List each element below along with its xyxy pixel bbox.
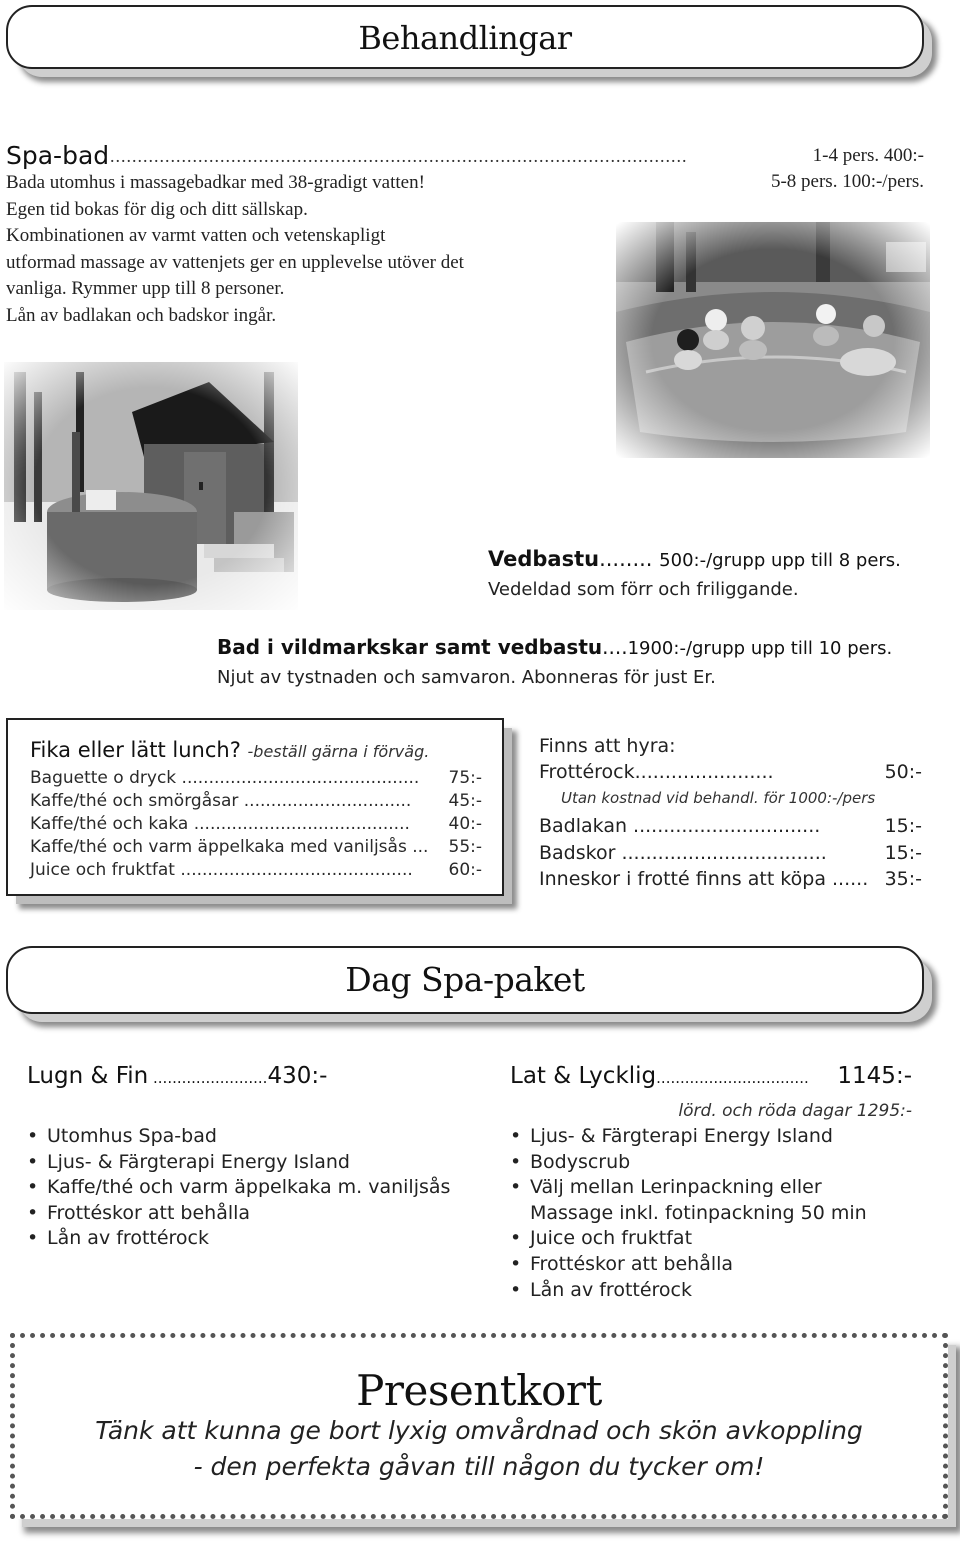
spa-bad-line: vanliga. Rymmer upp till 8 personer. [6,278,285,300]
fika-item-price: 45:- [446,791,483,811]
vildmark-price: 1900:-/grupp upp till 10 pers. [627,638,893,659]
spa-bad-line: Kombinationen av varmt vatten och vetenskapligt [6,225,386,247]
list-item-continuation [510,1201,867,1227]
hyra-inneskor-price: 35:- [882,868,922,890]
list-item: • Utomhus Spa-bad [27,1124,450,1150]
fika-item-price: 75:- [446,768,483,788]
spa-bad-title: Spa-bad [6,141,110,170]
fika-dots: ........................................... [174,860,413,880]
vedbastu-dots: ........ [599,547,653,571]
vedbastu-title: Vedbastu [488,547,600,571]
hyra-dots: ....................... [634,761,774,783]
spa-bad-description [6,170,464,330]
list-item: • Frottéskor att behålla [510,1252,867,1278]
sauna-photo [4,362,298,610]
day-spa-heading: Dag Spa-paket [345,960,585,999]
fika-item [30,768,419,788]
fika-menu-box [6,718,504,896]
hyra-frotterock [539,761,774,783]
spa-bad-line: Lån av badlakan och badskor ingår. [6,304,277,326]
fika-item [30,837,428,857]
hyra-badlakan-price: 15:- [882,815,922,837]
list-item: • Ljus- & Färgterapi Energy Island [510,1124,867,1150]
giftcard-heading: Presentkort [356,1366,602,1415]
fika-item-name: Baguette o dryck [30,768,177,788]
lat-dots: ................................ [656,1069,809,1087]
fika-dots: ............................... [238,791,412,811]
continuation-text: Massage inkl. fotinpackning 50 min [530,1201,867,1224]
lugn-title: Lugn & Fin [27,1063,149,1089]
fika-dots: ... [406,837,429,857]
sauna-illustration [4,362,298,610]
lat-title: Lat & Lycklig [510,1063,657,1089]
fika-heading [30,738,429,762]
hyra-item-name: Frottérock [539,761,635,783]
fika-dots: ........................................ [188,814,410,834]
list-item: • Frottéskor att behålla [27,1201,450,1227]
treatments-banner [6,5,924,69]
hyra-item-name: Badskor [539,842,616,864]
vildmark-title: Bad i vildmarkskar samt vedbastu [217,635,603,659]
hyra-dots: ...... [825,868,869,890]
fika-item-price: 55:- [446,837,483,857]
vedbastu-price: 500:-/grupp upp till 8 pers. [659,550,901,571]
list-item: • Ljus- & Färgterapi Energy Island [27,1150,450,1176]
fika-item [30,814,410,834]
hyra-item-name: Badlakan [539,815,628,837]
list-item: • Juice och fruktfat [510,1226,867,1252]
vedbastu-description: Vedeldad som förr och friliggande. [488,579,799,600]
hyra-dots: ............................... [627,815,821,837]
lat-items [510,1124,867,1303]
fika-item-name: Kaffe/thé och varm äppelkaka med vaniljsås [30,837,407,857]
fika-item-name: Kaffe/thé och smörgåsar [30,791,239,811]
lat-price: 1145:- [833,1063,912,1089]
lugn-items [27,1124,450,1252]
fika-item-name: Juice och fruktfat [30,860,175,880]
list-item: • Välj mellan Lerinpackning eller [510,1175,867,1201]
hyra-item-name: Inneskor i frotté finns att köpa [539,868,826,890]
hot-tub-photo [616,222,930,458]
spa-bad-line: utformad massage av vattenjets ger en upplevelse utöver det [6,251,464,273]
fika-item-price: 40:- [446,814,483,834]
day-spa-banner [6,946,924,1014]
lat-subprice: lörd. och röda dagar 1295:- [678,1101,912,1121]
lugn-price: 430:- [267,1063,328,1089]
spa-bad-line: Bada utomhus i massagebadkar med 38-gradigt vatten! [6,172,425,193]
lugn-dots: ........................ [148,1069,268,1087]
list-item: • Kaffe/thé och varm äppelkaka m. vaniljsås [27,1175,450,1201]
fika-item-price: 60:- [446,860,483,880]
fika-note: -beställ gärna i förväg. [247,742,430,761]
lat-header [510,1063,809,1089]
hyra-dots: .................................. [615,842,827,864]
hyra-inneskor [539,868,868,890]
hyra-badlakan [539,815,820,837]
fika-item-name: Kaffe/thé och kaka [30,814,189,834]
fika-item [30,791,411,811]
fika-item [30,860,413,880]
list-item: • Bodyscrub [510,1150,867,1176]
vildmark-line [217,635,892,659]
treatments-heading: Behandlingar [358,19,572,57]
hyra-badskor [539,842,827,864]
hyra-frotterock-note: Utan kostnad vid behandl. för 1000:-/pers [561,789,876,807]
vildmark-dots: .... [602,635,628,659]
hyra-badskor-price: 15:- [882,842,922,864]
vildmark-description: Njut av tystnaden och samvaron. Abonneras för just Er. [217,667,716,688]
lugn-header [27,1063,327,1089]
fika-title: Fika eller lätt lunch? [30,738,241,762]
spa-bad-price-2: 5-8 pers. 100:-/pers. [770,171,924,192]
spa-bad-line: Egen tid bokas för dig och ditt sällskap. [6,198,308,220]
hyra-frotterock-price: 50:- [882,761,922,783]
spa-bad-dots: ......................................................................................................... [110,146,688,166]
giftcard-line-2: - den perfekta gåvan till någon du tycker om! [193,1452,765,1481]
giftcard-box [10,1333,948,1519]
fika-dots: ............................................ [176,768,420,788]
list-item: • Lån av frottérock [510,1278,867,1304]
spa-bad-price-1: 1-4 pers. 400:- [809,145,924,167]
hyra-title: Finns att hyra: [539,735,676,757]
vedbastu-line [488,547,901,571]
list-item: • Lån av frottérock [27,1226,450,1252]
giftcard-line-1: Tänk att kunna ge bort lyxig omvårdnad och skön avkoppling [95,1416,863,1445]
hot-tub-illustration [616,222,930,458]
